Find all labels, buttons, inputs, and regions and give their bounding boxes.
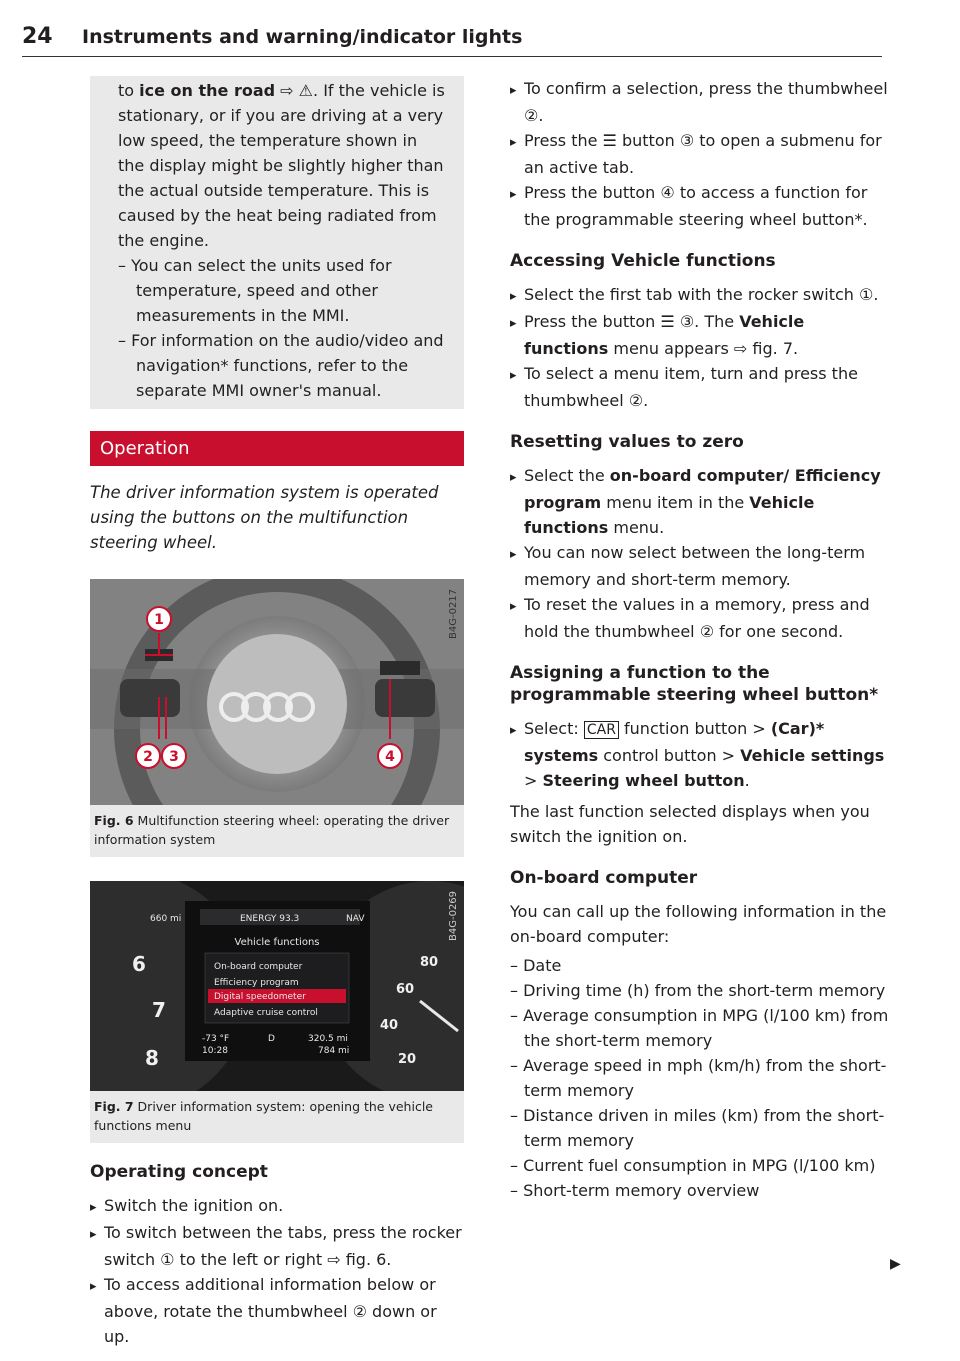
svg-text:6: 6 <box>132 952 146 976</box>
svg-text:660 mi: 660 mi <box>150 914 182 924</box>
chapter-title: Instruments and warning/indicator lights <box>82 26 523 48</box>
continue-arrow-icon: ▶ <box>890 1256 901 1272</box>
svg-text:8: 8 <box>145 1046 159 1070</box>
section-intro: The driver information system is operated using the buttons on the multifunction steering wheel. <box>90 483 439 552</box>
svg-text:80: 80 <box>420 955 439 970</box>
left-column <box>90 76 464 1349</box>
note-dash-navigation: – For information on the audio/video and navigation* functions, refer to the separate MMI owner's manual. <box>118 331 444 400</box>
section-title-operation: Operation <box>90 431 464 466</box>
svg-text:20: 20 <box>398 1052 417 1067</box>
step: ▸ To select a menu item, turn and press the thumbwheel ②. <box>510 361 890 413</box>
note-paragraph: to ice on the road ⇨ ⚠. If the vehicle is stationary, or if you are driving at a very low speed, the temperature shown in the display might be slightly higher than the actual outside temperature. This is caused by the heat being radiated from the engine. <box>118 81 445 250</box>
step: ▸ Select: CAR function button > (Car)* systems control button > Vehicle settings > Steering wheel button. <box>510 716 890 793</box>
list-item: – Short-term memory overview <box>510 1181 760 1200</box>
paragraph-last-function: The last function selected displays when you switch the ignition on. <box>510 802 870 846</box>
step: ▸ Switch the ignition on. <box>90 1193 464 1220</box>
svg-text:D: D <box>268 1034 275 1044</box>
step: ▸ Press the button ☰ ③. The Vehicle functions menu appears ⇨ fig. 7. <box>510 309 890 361</box>
step: ▸ To access additional information below or above, rotate the thumbwheel ② down or up. <box>90 1272 464 1349</box>
figure-7 <box>90 881 464 1143</box>
svg-text:7: 7 <box>152 998 166 1022</box>
svg-text:40: 40 <box>380 1018 399 1033</box>
car-button-label: CAR <box>584 721 619 739</box>
step: ▸ Press the button ④ to access a function for the programmable steering wheel button*. <box>510 180 890 232</box>
step: ▸ You can now select between the long-term memory and short-term memory. <box>510 540 890 592</box>
heading-operating-concept: Operating concept <box>90 1162 268 1182</box>
svg-text:2: 2 <box>143 749 153 765</box>
note-box <box>90 76 464 409</box>
list-item: – Average consumption in MPG (l/100 km) from the short-term memory <box>510 1006 889 1050</box>
list-item: – Average speed in mph (km/h) from the short-term memory <box>510 1056 887 1100</box>
svg-text:10:28: 10:28 <box>202 1046 228 1056</box>
step: ▸ To switch between the tabs, press the rocker switch ① to the left or right ⇨ fig. 6. <box>90 1220 464 1272</box>
svg-text:Vehicle functions: Vehicle functions <box>234 937 320 948</box>
list-item: – Current fuel consumption in MPG (l/100 km) <box>510 1156 876 1175</box>
page-number: 24 <box>22 24 53 49</box>
svg-text:784 mi: 784 mi <box>318 1046 350 1056</box>
figure-code: B4G-0269 <box>448 890 459 941</box>
paragraph-onboard-intro: You can call up the following information in the on-board computer: <box>510 902 887 946</box>
menu-item: Efficiency program <box>214 978 299 988</box>
steering-wheel-image <box>90 579 464 805</box>
svg-text:4: 4 <box>385 749 395 765</box>
svg-text:ENERGY 93.3: ENERGY 93.3 <box>240 914 300 924</box>
figure-6 <box>90 579 464 857</box>
instrument-cluster-image <box>90 881 464 1091</box>
step: ▸ Press the ☰ button ③ to open a submenu for an active tab. <box>510 128 890 180</box>
svg-text:NAV: NAV <box>346 914 365 924</box>
heading-assigning-function: Assigning a function to the programmable steering wheel button* <box>510 663 879 705</box>
svg-text:60: 60 <box>396 982 415 997</box>
menu-item: Adaptive cruise control <box>214 1008 318 1018</box>
heading-onboard-computer: On-board computer <box>510 868 698 888</box>
right-column <box>510 76 890 1203</box>
svg-text:320.5 mi: 320.5 mi <box>308 1034 348 1044</box>
step: ▸ Select the first tab with the rocker switch ①. <box>510 282 890 309</box>
step: ▸ To confirm a selection, press the thumbwheel ②. <box>510 76 890 128</box>
step: ▸ Select the on-board computer/ Efficiency program menu item in the Vehicle functions menu. <box>510 463 890 540</box>
list-item: – Distance driven in miles (km) from the short-term memory <box>510 1106 885 1150</box>
svg-text:1: 1 <box>154 612 164 628</box>
note-dash-units: – You can select the units used for temperature, speed and other measurements in the MMI. <box>118 256 392 325</box>
figure-7-caption: Fig. 7 Driver information system: opening the vehicle functions menu <box>94 1099 433 1133</box>
list-item: – Date <box>510 956 562 975</box>
menu-item: On-board computer <box>214 962 303 972</box>
svg-text:-73 °F: -73 °F <box>202 1034 230 1044</box>
svg-text:3: 3 <box>169 749 179 765</box>
heading-resetting-values: Resetting values to zero <box>510 432 744 452</box>
list-item: – Driving time (h) from the short-term memory <box>510 981 886 1000</box>
menu-item: Digital speedometer <box>214 992 306 1002</box>
step: ▸ To reset the values in a memory, press and hold the thumbwheel ② for one second. <box>510 592 890 644</box>
page-header <box>22 22 882 57</box>
heading-accessing-vehicle-functions: Accessing Vehicle functions <box>510 251 776 271</box>
figure-code: B4G-0217 <box>448 588 459 639</box>
figure-6-caption: Fig. 6 Multifunction steering wheel: operating the driver information system <box>94 813 450 847</box>
